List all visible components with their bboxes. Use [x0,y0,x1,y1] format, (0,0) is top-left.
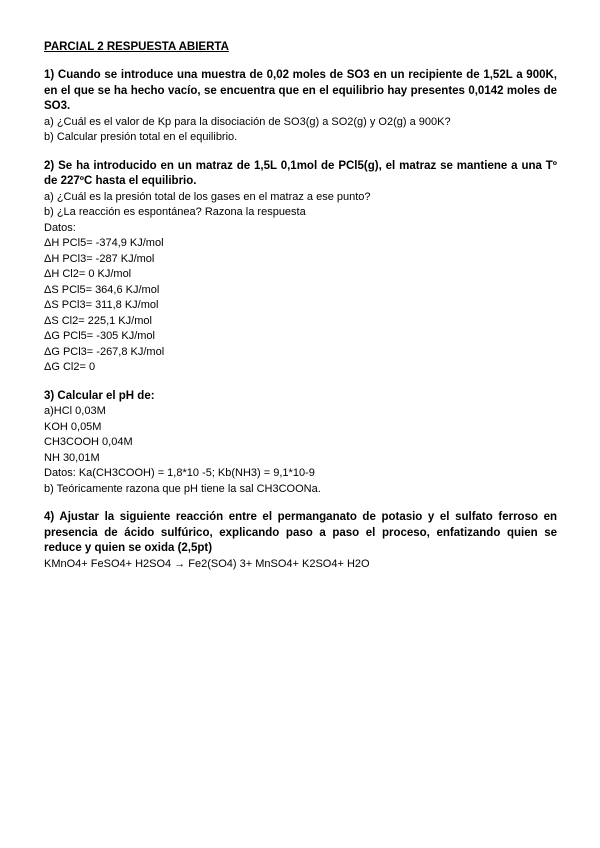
question-heading: 3) Calcular el pH de: [44,389,155,402]
question-line: Datos: Ka(CH3COOH) = 1,8*10 -5; Kb(NH3) = 9,1*10-9 [44,467,315,479]
question-line: a) ¿Cuál es la presión total de los gases en el matraz a ese punto? [44,190,371,203]
question-line: CH3COOH 0,04M [44,436,133,448]
question-heading: 1) Cuando se introduce una muestra de 0,02 moles de SO3 en un recipiente de 1,52L a 900K, en el que se ha hecho vacío, se encuentra que en el equilibrio hay presentes 0,0142 moles de SO3. [44,69,557,112]
question-line: a)HCl 0,03M [44,405,106,417]
data-item: ΔG Cl2= 0 [44,361,96,373]
question-1 [44,68,557,146]
data-item: ΔS PCl3= 311,8 KJ/mol [44,299,159,311]
question-line: NH 30,01M [44,451,100,464]
data-item: ΔS Cl2= 225,1 KJ/mol [44,314,152,327]
question-4 [44,510,557,572]
data-item: ΔS PCl5= 364,6 KJ/mol [44,283,160,296]
data-label: Datos: [44,221,76,234]
page-title: PARCIAL 2 RESPUESTA ABIERTA [44,41,229,53]
question-line: b) Calcular presión total en el equilibrio. [44,131,238,143]
question-line: a) ¿Cuál es el valor de Kp para la disociación de SO3(g) a SO2(g) y O2(g) a 900K? [44,115,451,128]
question-3 [44,389,557,498]
question-line: b) Teóricamente razona que pH tiene la sal CH3COONa. [44,482,321,495]
data-list [44,221,557,376]
data-item: ΔG PCl3= -267,8 KJ/mol [44,345,165,358]
data-item: ΔH PCl5= -374,9 KJ/mol [44,237,164,249]
data-item: ΔH Cl2= 0 KJ/mol [44,268,132,280]
data-item: ΔH PCl3= -287 KJ/mol [44,252,155,265]
question-2 [44,159,557,376]
question-heading: 2) Se ha introducido en un matraz de 1,5L 0,1mol de PCl5(g), el matraz se mantiene a una Tº de 227ºC hasta el equilibrio. [44,159,557,187]
reaction-equation: KMnO4+ FeSO4+ H2SO4 → Fe2(SO4) 3+ MnSO4+ K2SO4+ H2O [44,557,370,570]
question-heading: 4) Ajustar la siguiente reacción entre el permanganato de potasio y el sulfato ferroso en presencia de ácido sulfúrico, explicando paso a paso el proceso, enfatizando quien se reduce y quien se oxida (2,5pt) [44,511,557,554]
data-item: ΔG PCl5= -305 KJ/mol [44,330,155,342]
question-line: KOH 0,05M [44,420,102,433]
document-page [44,40,557,585]
question-line: b) ¿La reacción es espontánea? Razona la respuesta [44,206,306,218]
